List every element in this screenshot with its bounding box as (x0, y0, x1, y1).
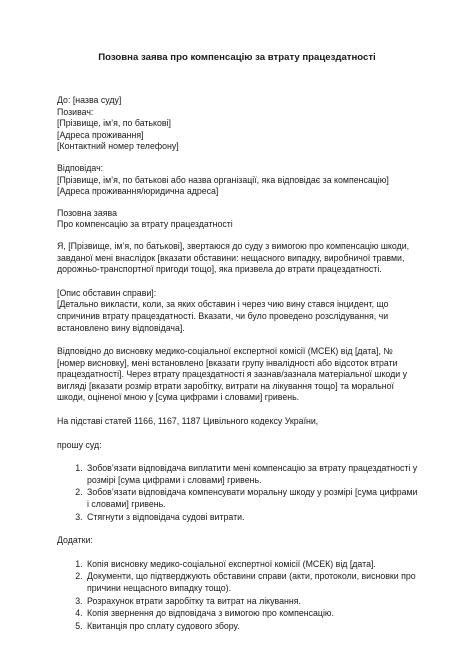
court-block (57, 95, 417, 153)
list-item-line: і словами] гривень. (87, 499, 166, 510)
circumstances-line: встановлено вину відповідача]. (57, 322, 185, 333)
list-item (85, 571, 417, 594)
list-item-line: 1. Копія висновку медико-соціальної експертної комісії (МСЕК) від [дата]. (87, 558, 376, 569)
document-title: Позовна заява про компенсацію за втрату працездатності (98, 52, 376, 63)
plaintiff-name: [Прізвище, ім’я, по батькові] (57, 118, 171, 129)
circumstances-line: спричинив втрату працездатності. Вказати, чи було проведено розслідування, чи (57, 310, 389, 321)
medical-line: [номер висновку], мені встановлено [вказати групу інвалідності або відсоток втрати (57, 357, 398, 368)
medical-line: працездатності]. Через втрату працездатності я зазнав/зазнала матеріальної шкоди у (57, 369, 407, 380)
request-label-paragraph (57, 440, 417, 452)
list-item (85, 463, 417, 486)
attachments-label-paragraph (57, 535, 417, 547)
intro-paragraph (57, 241, 417, 276)
intro-line: дорожньо-транспортної пригоди тощо], яка призвела до втрати працездатності. (57, 264, 382, 275)
list-item-line: 3. Стягнути з відповідача судові витрати. (87, 511, 245, 522)
list-item-line: 3. Розрахунок втрати заробітку та витрат на лікування. (87, 595, 301, 606)
legal-basis-line: На підставі статей 1166, 1167, 1187 Цивільного кодексу України, (57, 416, 319, 427)
claim-subject: Про компенсацію за втрату працездатності (57, 219, 233, 230)
intro-line: Я, [Прізвище, ім’я, по батькові], звертаюся до суду з вимогою про компенсацію шкоди, (57, 240, 410, 251)
list-item-line: причини нещасного випадку тощо). (87, 583, 232, 593)
medical-line: шкоди, оціненої мною у [сума цифрами і словами] гривень. (57, 392, 300, 403)
court-line: До: [назва суду] (57, 95, 122, 105)
list-item (85, 596, 417, 608)
list-item (85, 559, 417, 571)
intro-line: завданої мені внаслідок [вказати обставини: нещасного випадку, виробничої травми, (57, 252, 405, 263)
list-item-line: розмірі [сума цифрами і словами] гривень. (87, 474, 262, 485)
legal-basis-paragraph (57, 416, 417, 428)
claim-heading-block (57, 208, 417, 231)
defendant-name: [Прізвище, ім’я, по батькові або назва організації, яка відповідає за компенсацію] (57, 174, 389, 185)
list-item-line: 2. Зобов’язати відповідача компенсувати моральну шкоду у розмірі [сума цифрами (87, 487, 418, 498)
defendant-block (57, 163, 417, 198)
request-label: прошу суд: (57, 439, 102, 450)
plaintiff-phone: [Контактний номер телефону] (57, 141, 179, 152)
list-item (85, 621, 417, 633)
medical-line: Відповідно до висновку медико-соціальної експертної комісії (МСЕК) від [дата], № (57, 346, 393, 357)
circumstances-line: [Детально викласти, коли, за яких обставин і через чию вину стався інцидент, що (57, 299, 389, 310)
claim-type: Позовна заява (57, 207, 117, 218)
list-item (85, 512, 417, 524)
requests-list (57, 463, 417, 523)
list-item (85, 487, 417, 510)
defendant-label: Відповідач: (57, 162, 104, 173)
plaintiff-label: Позивач: (57, 106, 94, 117)
list-item (85, 608, 417, 620)
list-item-line: 2. Документи, що підтверджують обставини справи (акти, протоколи, висновки про (87, 571, 416, 582)
circumstances-paragraph (57, 288, 417, 334)
attachments-list (57, 559, 417, 633)
list-item-line: 5. Квитанція про сплату судового збору. (87, 620, 240, 631)
circumstances-label: [Опис обставин справи]: (57, 287, 157, 298)
list-item-line: 1. Зобов’язати відповідача виплатити мені компенсацію за втрату працездатності у (87, 463, 418, 474)
attachments-label: Додатки: (57, 535, 93, 546)
list-item-line: 4. Копія звернення до відповідача з вимогою про компенсацію. (87, 608, 334, 619)
medical-paragraph (57, 346, 417, 404)
medical-line: вигляді [вказати розмір втрати заробітку, витрати на лікування тощо] та моральної (57, 380, 394, 391)
plaintiff-address: [Адреса проживання] (57, 129, 144, 140)
defendant-address: [Адреса проживання/юридична адреса] (57, 186, 219, 197)
